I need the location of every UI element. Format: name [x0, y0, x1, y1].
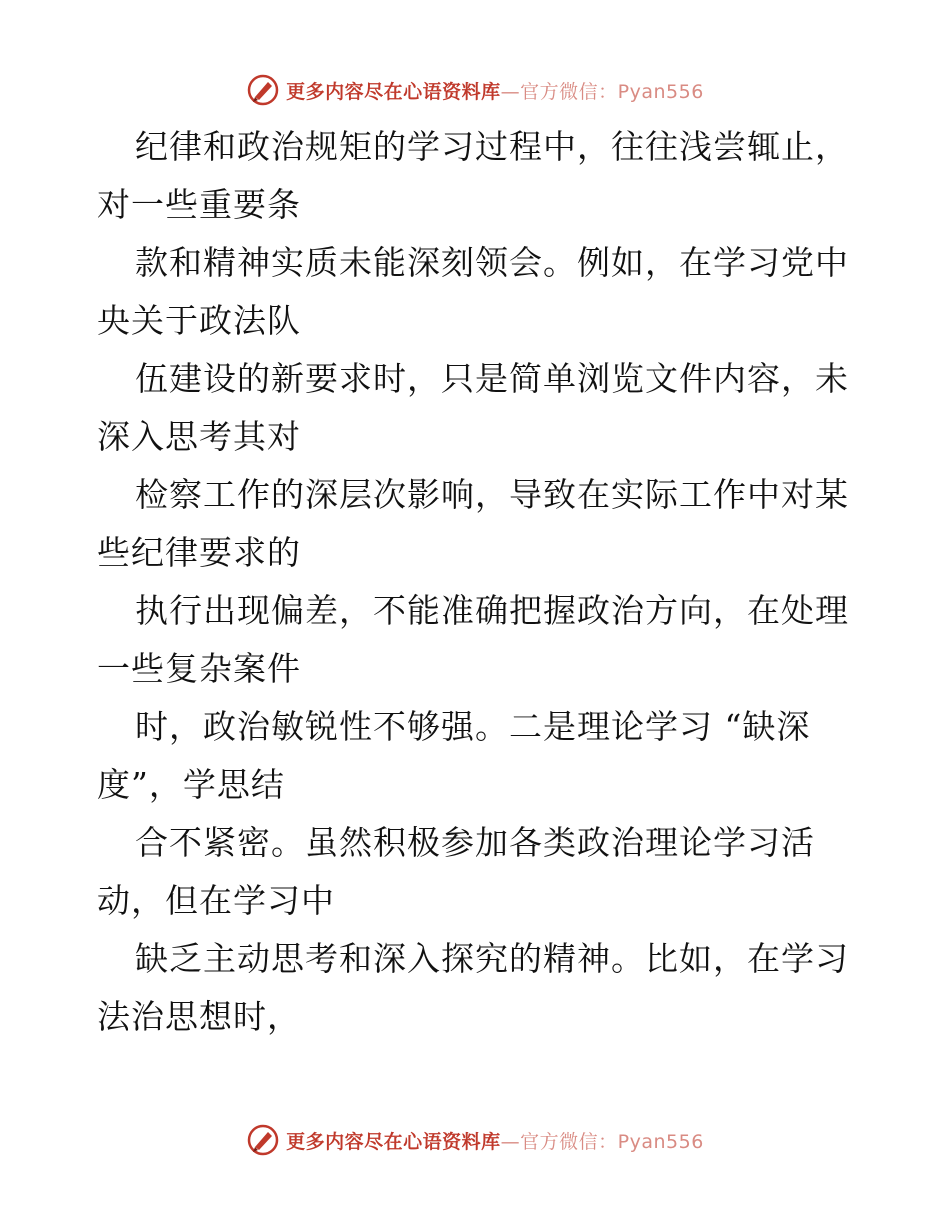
document-body [97, 118, 867, 1046]
body-line: 对一些重要条 [97, 185, 301, 224]
header-banner [0, 70, 950, 110]
body-line: 央关于政法队 [97, 301, 301, 340]
header-banner-bold: 更多内容尽在心语资料库 [286, 80, 501, 103]
body-line: 些纪律要求的 [97, 533, 301, 572]
body-line: 纪律和政治规矩的学习过程中，往往浅尝辄止， [135, 127, 849, 166]
footer-banner [0, 1120, 950, 1160]
footer-banner-text [286, 1127, 704, 1154]
pen-logo-icon [246, 1123, 280, 1157]
header-banner-rest: —官方微信：Pyan556 [500, 80, 704, 103]
body-line: 时，政治敏锐性不够强。二是理论学习 “缺深 [135, 707, 811, 746]
body-line: 度”，学思结 [97, 765, 285, 804]
body-line: 合不紧密。虽然积极参加各类政治理论学习活 [135, 823, 815, 862]
footer-banner-bold: 更多内容尽在心语资料库 [286, 1130, 501, 1153]
body-line: 深入思考其对 [97, 417, 301, 456]
header-banner-text [286, 77, 704, 104]
body-line: 执行出现偏差，不能准确把握政治方向，在处理 [135, 591, 849, 630]
body-line: 款和精神实质未能深刻领会。例如，在学习党中 [135, 243, 849, 282]
body-line: 缺乏主动思考和深入探究的精神。比如，在学习 [135, 939, 849, 978]
body-line: 一些复杂案件 [97, 649, 301, 688]
body-line: 伍建设的新要求时，只是简单浏览文件内容，未 [135, 359, 849, 398]
body-line: 动，但在学习中 [97, 881, 335, 920]
pen-logo-icon [246, 73, 280, 107]
footer-banner-rest: —官方微信：Pyan556 [500, 1130, 704, 1153]
body-line: 法治思想时， [97, 997, 301, 1036]
body-line: 检察工作的深层次影响，导致在实际工作中对某 [135, 475, 849, 514]
